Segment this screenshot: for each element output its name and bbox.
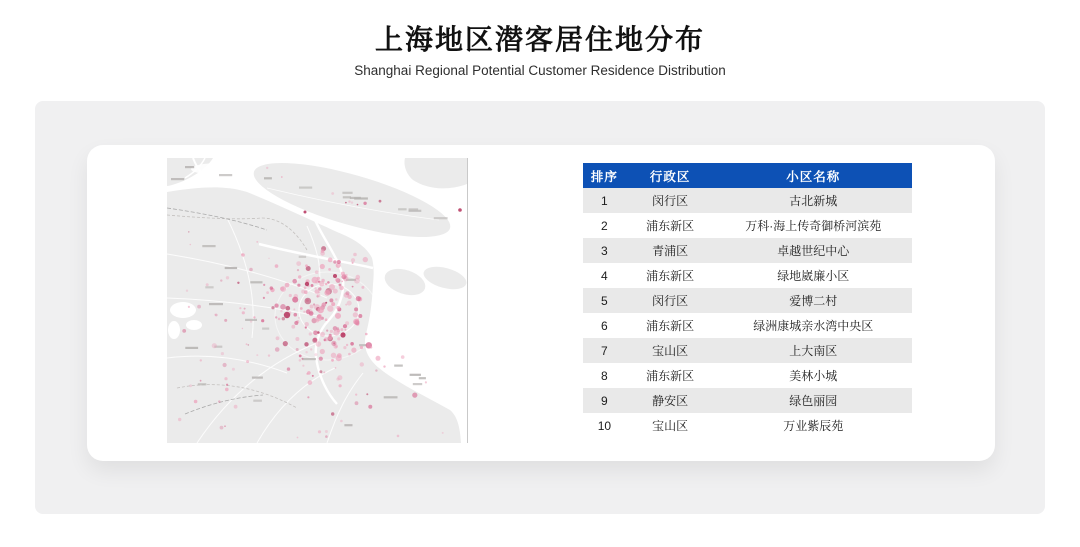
header-district: 行政区: [626, 163, 715, 188]
cell-community: 万业紫辰苑: [783, 419, 844, 433]
cell-community: 绿地崴廉小区: [777, 269, 850, 283]
shanghai-map-svg: [167, 158, 467, 443]
shanghai-density-map: [167, 158, 467, 443]
cell-rank: 6: [601, 318, 608, 333]
cell-district: 浦东新区: [646, 219, 695, 233]
cell-district: 闵行区: [652, 194, 689, 208]
cell-rank: 8: [601, 368, 608, 383]
cell-rank: 2: [601, 218, 608, 233]
cell-community: 绿洲康城亲水湾中央区: [753, 319, 874, 333]
cell-community: 万科·海上传奇御桥河滨苑: [745, 219, 882, 233]
cell-community: 爱博二村: [789, 294, 838, 308]
cell-rank: 1: [601, 193, 608, 208]
cell-district: 宝山区: [652, 419, 689, 433]
table-row: [583, 238, 912, 263]
page-header: [0, 25, 1080, 78]
cell-community: 古北新城: [789, 194, 838, 208]
map-divider-line: [467, 158, 468, 443]
header-community: 小区名称: [715, 163, 912, 188]
table-row: [583, 288, 912, 313]
content-card: [87, 145, 995, 461]
cell-rank: 4: [601, 268, 608, 283]
cell-district: 浦东新区: [646, 369, 695, 383]
table-row: [583, 313, 912, 338]
table-header-row: [583, 163, 912, 188]
cell-rank: 9: [601, 393, 608, 408]
content-panel: [35, 101, 1045, 514]
cell-community: 卓越世纪中心: [777, 244, 850, 258]
table-row: [583, 338, 912, 363]
table-row: [583, 413, 912, 438]
cell-community: 上大南区: [789, 344, 838, 358]
cell-district: 闵行区: [652, 294, 689, 308]
cell-rank: 7: [601, 343, 608, 358]
cell-district: 浦东新区: [646, 319, 695, 333]
ranking-table-container: [583, 163, 912, 438]
cell-district: 青浦区: [652, 244, 689, 258]
table-row: [583, 213, 912, 238]
page-subtitle: Shanghai Regional Potential Customer Residence Distribution: [354, 62, 726, 78]
table-row: [583, 188, 912, 213]
page-title: 上海地区潜客居住地分布: [374, 24, 705, 55]
table-row: [583, 363, 912, 388]
cell-rank: 10: [597, 418, 612, 433]
table-row: [583, 388, 912, 413]
cell-rank: 3: [601, 243, 608, 258]
cell-district: 浦东新区: [646, 269, 695, 283]
header-rank: 排序: [583, 163, 626, 188]
cell-community: 绿色丽园: [789, 394, 838, 408]
cell-community: 美林小城: [789, 369, 838, 383]
cell-district: 静安区: [652, 394, 689, 408]
cell-rank: 5: [601, 293, 608, 308]
table-row: [583, 263, 912, 288]
cell-district: 宝山区: [652, 344, 689, 358]
rank-table: [583, 163, 912, 438]
